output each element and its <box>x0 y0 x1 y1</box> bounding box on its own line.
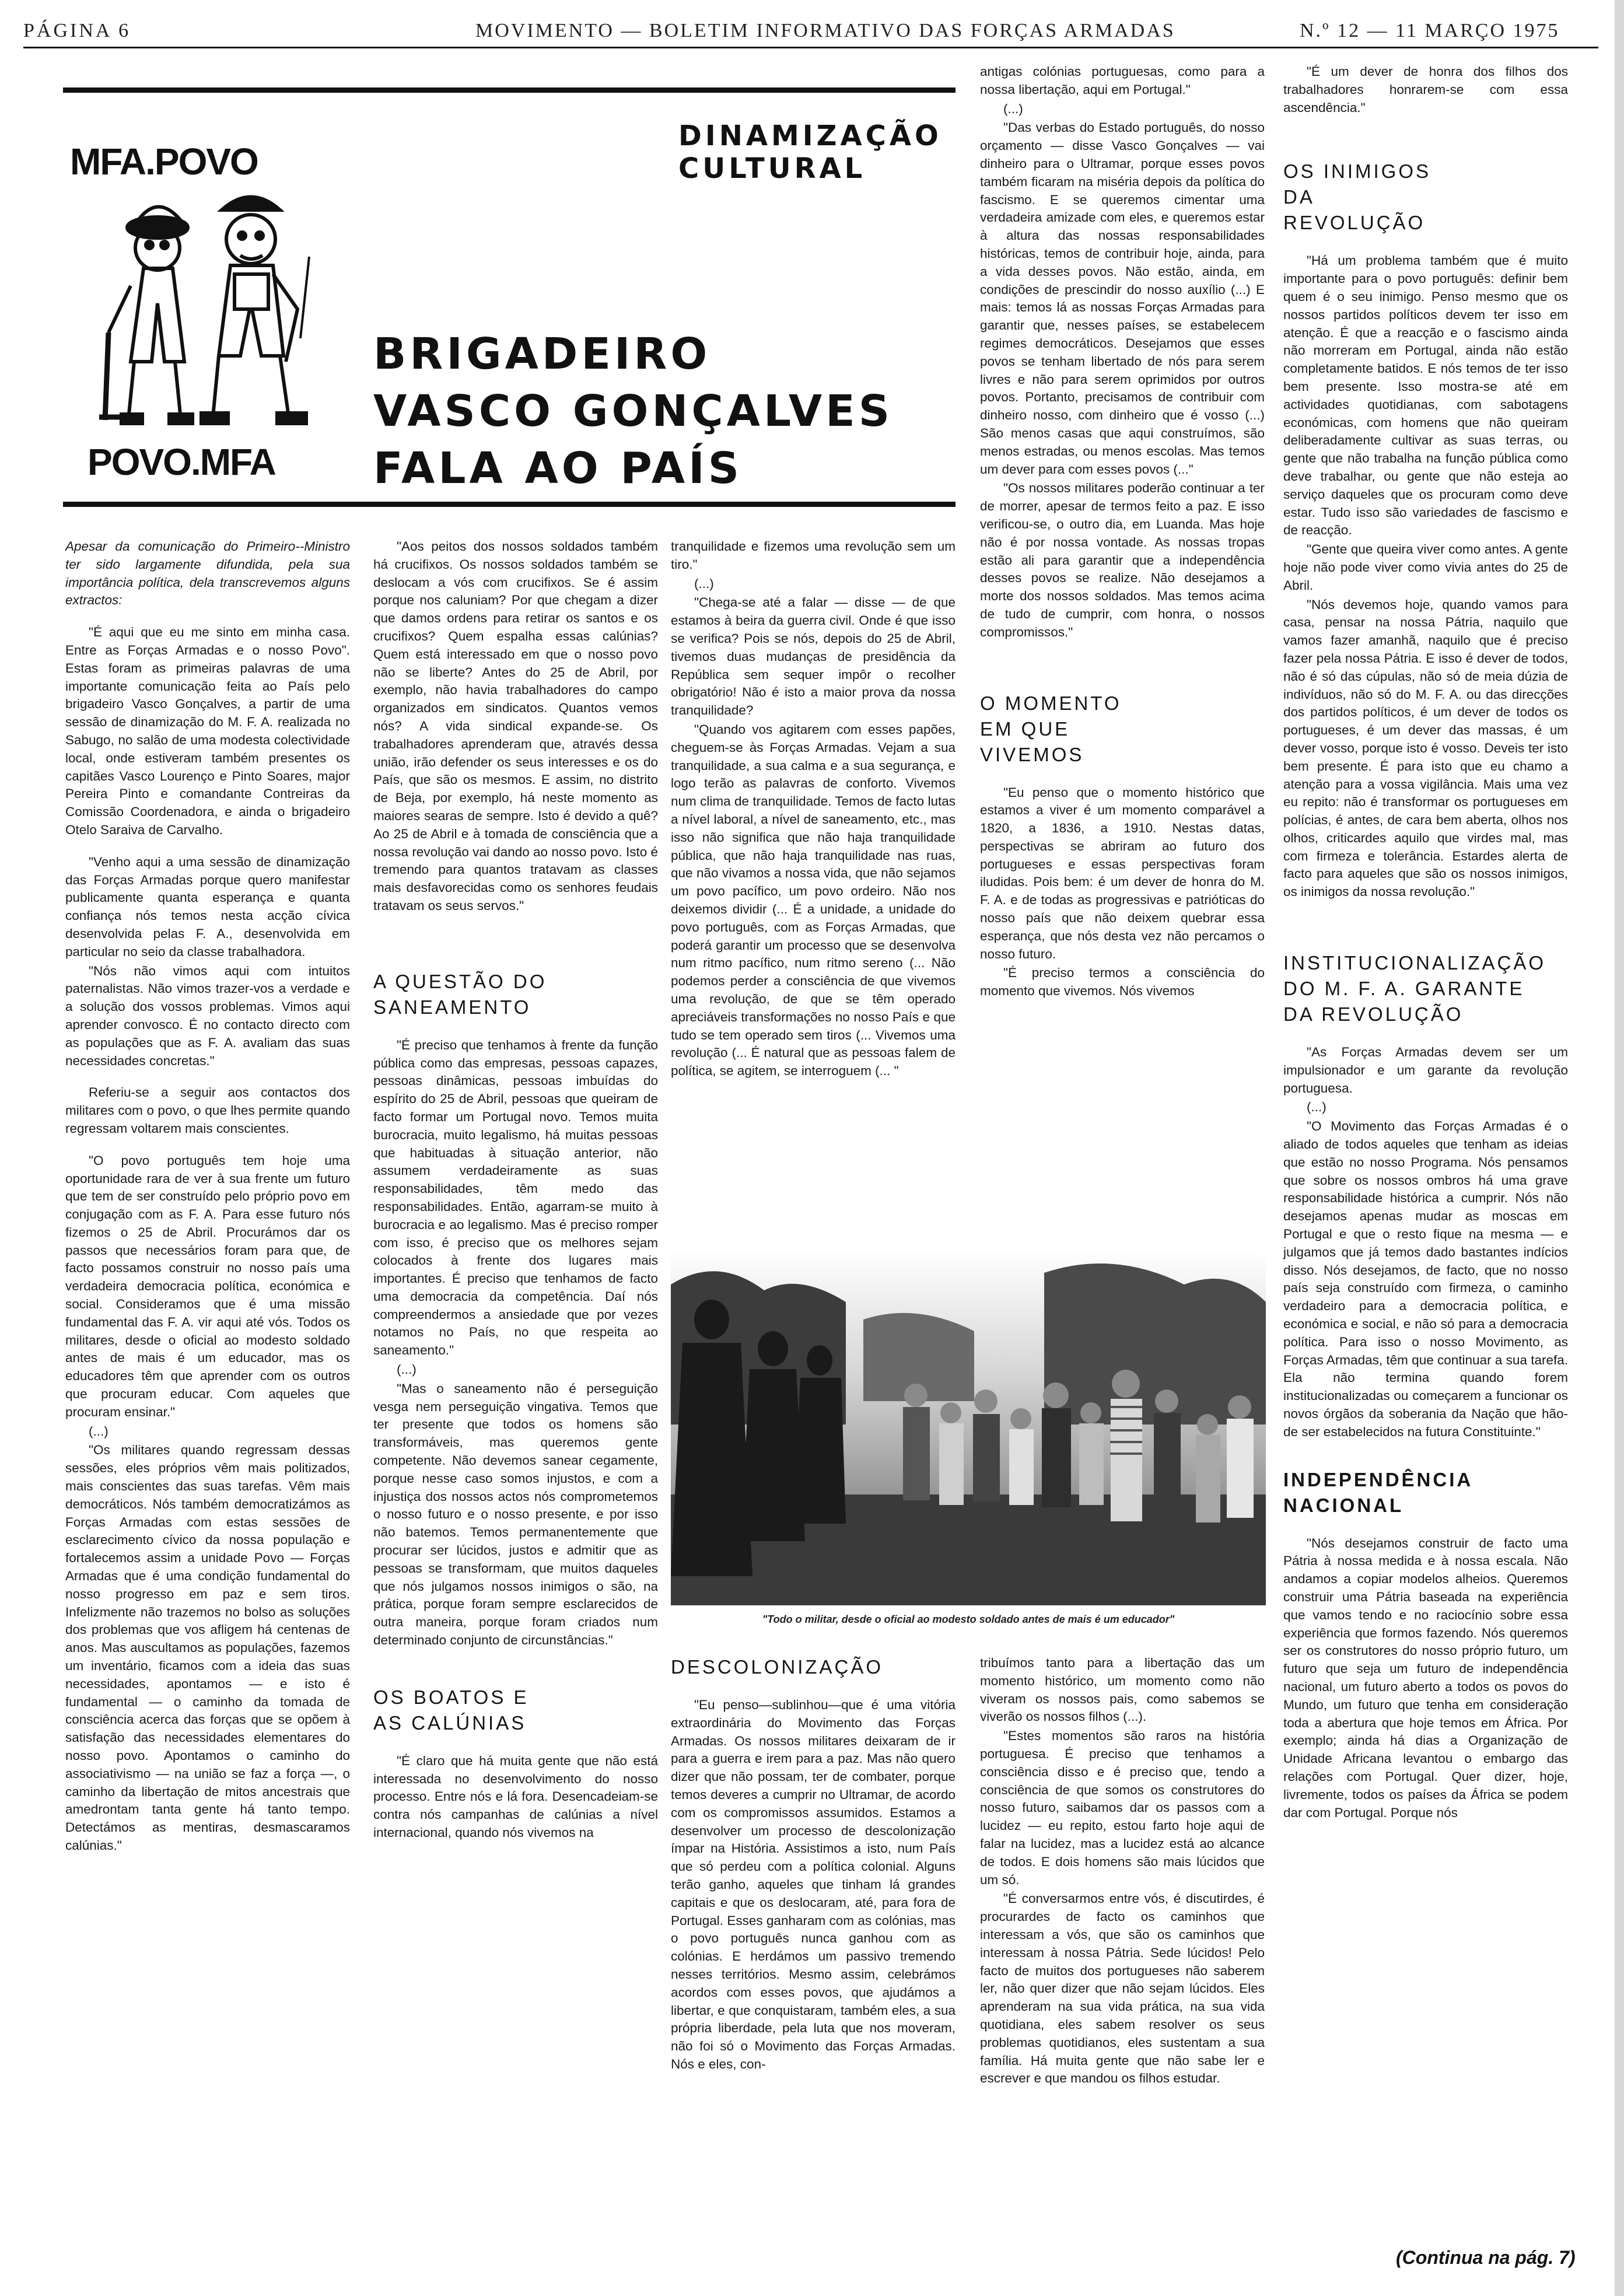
column-2 <box>373 538 658 1843</box>
column-3-upper <box>671 538 956 1082</box>
paragraph: (...) <box>694 576 714 591</box>
column-5 <box>1283 63 1568 1823</box>
paragraph: "É preciso que tenhamos à frente da função pública como das empresas, pessoas capazes, pessoas dinâmicas, pessoas imbuídas do espírito do 25 de Abril, pessoas que queiram de facto formar um Portugal novo. Temos muita burocracia, muito legalismo, há muitas pessoas que habituadas à situação anterior, não assumem verdadeiramente as suas responsabilidades, têm medo das responsabilidades. Então, agarram-se muito à burocracia e ao legalismo. Mas é preciso romper com isso, é preciso que os melhores sejam colocados à frente dos lugares mais importantes. É preciso que tenhamos de facto uma democracia da competência. Daí nós compreendermos a ansiedade que por vezes notamos no País, no que respeita ao saneamento." <box>373 1037 658 1358</box>
intro-paragraph: Apesar da comunicação do Primeiro--Ministro ter sido largamente difundida, pela sua importância política, dela transcrevemos alguns extractos: <box>65 539 350 608</box>
page-label: PÁGINA 6 <box>23 20 131 41</box>
paragraph: "É aqui que eu me sinto em minha casa. Entre as Forças Armadas e o nosso Povo". Estas foram as primeiras palavras de uma importante comunicação feita ao País pelo brigadeiro Vasco Gonçalves, a partir de uma sessão de dinamização do M. F. A. realizada no Sabugo, no salão de uma modesta colectividade local, onde estiveram também presentes os capitães Vasco Lourenço e Pinto Soares, major Pereira Pinto e comandante Contreiras da Comissão Coordenadora, e ainda o brigadeiro Otelo Saraiva de Carvalho. <box>65 625 350 837</box>
paragraph: antigas colónias portuguesas, como para a nossa libertação, aqui em Portugal." <box>980 64 1265 97</box>
paragraph: (...) <box>89 1423 108 1438</box>
section-heading-inimigos: OS INIMIGOS DA REVOLUÇÃO <box>1283 160 1432 234</box>
paragraph: "Nós desejamos construir de facto uma Pátria à nossa medida e à nossa escala. Não andamos a copiar modelos alheios. Queremos construir uma Pátria baseada na experiência que vamos tendo e no raciocínio sobre essa experiência que formos fazendo. Nós queremos ser os construtores do nosso próprio futuro, um futuro que seja um futuro de independência nacional, um futuro aberto a todos os povos do Mundo, um futuro que tenha em consideração toda a abertura que hoje temos em África. Por exemplo; ainda há dias a Organização de Unidade Africana levantou o embargo das relações com Portugal. Quer dizer, hoje, livremente, todos os países da África se podem dar com Portugal. Porque nós <box>1283 1535 1568 1820</box>
paragraph: (...) <box>1307 1100 1326 1115</box>
title-line-1: BRIGADEIRO <box>373 329 711 379</box>
paragraph: "O Movimento das Forças Armadas é o aliado de todos aqueles que tenham as ideias que estão no nosso Programa. Nós pensamos que sobre os nossos ombros há uma grave responsabilidade histórica a cumprir. Nós não desejamos apenas mudar as moscas em Portugal e que o resto fique na mesma — e julgamos que já temos dado bastantes indícios disso. Nós desejamos, de facto, que no nosso país seja construído com firmeza, o caminho verdadeiro para a democracia política, e económica e social, e não só para a democracia política. Para isso o nosso Movimento, as Forças Armadas, têm que continuar a sua tarefa. Ela não termina quando forem institucionalizadas ou começarem a funcionar os novos órgãos da soberania da Nação que hão-de ser estabelecidos na futura Constituinte." <box>1283 1119 1568 1439</box>
paragraph: (...) <box>397 1362 416 1377</box>
section-heading-descolonizacao: DESCOLONIZAÇÃO <box>671 1656 884 1678</box>
section-heading-institucionalizacao: INSTITUCIONALIZAÇÃO DO M. F. A. GARANTE DA REVOLUÇÃO <box>1283 952 1546 1026</box>
column-4-upper <box>980 63 1265 1002</box>
paragraph: "Há um problema também que é muito importante para o povo português: definir bem quem é o seu inimigo. Penso mesmo que os nossos partidos políticos devem ter isso em atenção. É que a reacção e o fascismo ainda não morreram em Portugal, ainda não estão completamente batidos. E nós temos de ter isso bem presente. Isso mostra-se até em actividades quotidianas, com sabotagens económicas, com homens que não queiram deliberadamente cultivar as suas terras, ou gente que não trabalha na função pública como deve trabalhar, ou gente que não esteja ao serviço daqueles que os procuram como deve estar. Tudo isso são variedades de fascismo e de reacção. <box>1283 253 1568 538</box>
paragraph: "Os nossos militares poderão continuar a ter de morrer, apesar de termos feito a paz. E isso verificou-se, o outro dia, em Luanda. Mas hoje não é por nossa vontade. As nossas tropas estão ali para garantir que a independência desses povos se realize. Não desejamos a morte dos nossos soldados. Mas temos acima de tudo de cumprir, com honra, o nossos compromissos." <box>980 481 1265 639</box>
column-4-lower <box>980 1654 1265 2089</box>
section-heading-saneamento: A QUESTÃO DO SANEAMENTO <box>373 970 547 1018</box>
section-heading-momento: O MOMENTO EM QUE VIVEMOS <box>980 692 1122 765</box>
logo-bottom-text: POVO.MFA <box>88 441 275 483</box>
paragraph: tribuímos tanto para a libertação das um momento histórico, um momento como não viveram os nossos pais, como sabemos se viverão os nossos filhos (...). <box>980 1656 1265 1724</box>
paragraph: "Venho aqui a uma sessão de dinamização das Forças Armadas porque quero manifestar publicamente quanta esperança e quanta confiança nós temos nesta acção cívica desenvolvida pelas F. A., desenvolvida em particular no seio da classe trabalhadora. <box>65 854 350 959</box>
paragraph: "O povo português tem hoje uma oportunidade rara de ver à sua frente um futuro que tem de ser construído pelo próprio povo em conjugação com as F. A. Para esse futuro nós fizemos o 25 de Abril. Procurámos dar os passos que necessários foram para que, de facto possamos construir no nosso país uma verdadeira democracia política, económica e social. Consideramos que é uma missão fundamental das F. A. vir aqui até vós. Todos os militares, desde o oficial ao modesto soldado antes de mais é um educador, mas os educadores têm que aprender com os outros que procuram educar. Com aqueles que procuram ensinar." <box>65 1153 350 1419</box>
paragraph: tranquilidade e fizemos uma revolução sem um tiro." <box>671 539 956 572</box>
photo-caption: "Todo o militar, desde o oficial ao modesto soldado antes de mais é um educador" <box>762 1614 1175 1625</box>
title-line-3: FALA AO PAÍS <box>373 443 743 494</box>
article-title <box>373 326 893 497</box>
paragraph: "Das verbas do Estado português, do nosso orçamento — disse Vasco Gonçalves — vai dinheiro para o Ultramar, porque esses povos também ficaram na miséria depois da política do fascismo. E se queremos cimentar uma verdadeira amizade com eles, e queremos estar à altura das nossas responsabilidades históricas, temos de contribuir hoje, ainda, para a vida desses povos. Não estão, ainda, em condições de prescindir do nosso auxílio (...) E mais: temos lá as nossas Forças Armadas para garantir que, nesses países, se estabelecem regimes democráticos. Desejamos que esses povos se tenham libertado de nós para serem livres e não para serem oprimidos por outros povos. Portanto, precisamos de contribuir com dinheiro nosso, com dinheiro que é vosso (...) São menos casas que aqui construímos, são menos estradas, ou menos escolas. Mas temos um dever para com esses povos (..." <box>980 120 1265 477</box>
paragraph: (...) <box>1003 101 1023 116</box>
paragraph: "Gente que queira viver como antes. A gente hoje não pode viver como vivia antes do 25 de Abril. <box>1283 542 1568 593</box>
paragraph: "Aos peitos dos nossos soldados também há crucifixos. Os nossos soldados também se deslocam a vós com crucifixos. Se é assim porque nos caluniam? Por que chegam a dizer que damos ordens para retirar os santos e os crucifixos? Quem espalha essas calúnias? Quem está interessado em que o nosso povo não se liberte? Antes do 25 de Abril, por exemplo, não havia trabalhadores do campo organizados em sindicatos. Quantos vemos nós? A vida sindical expande-se. Os trabalhadores aprenderam que, através dessa união, irão defender os seus interesses e os do País, que são os mesmos. E assim, no distrito de Beja, por exemplo, há neste momento as maiores searas de sempre. Isto é devido a quê? Ao 25 de Abril e à tomada de consciência que a nossa revolução vai dando ao nosso povo. Isto é tremendo para quantos tratavam as classes mais desfavorecidas como os senhores feudais tratavam os seus servos." <box>373 539 658 913</box>
kicker-line-1: DINAMIZAÇÃO <box>678 120 942 152</box>
section-heading-independencia: INDEPENDÊNCIA NACIONAL <box>1283 1468 1472 1516</box>
paragraph: "Nós devemos hoje, quando vamos para casa, pensar na nossa Pátria, naquilo que vamos fazer amanhã, naquilo que é preciso fazer pela nossa Pátria. E isso é dever de todos, não é só das cúpulas, não só de meia dúzia de indivíduos, não só do M. F. A. ou das direcções dos partidos políticos, é um dever de todos os portugueses, é um dever das massas, é um dever vosso, porque isto é vosso. Deveis ter isto bem presente. É para isto que eu chamo a atenção para a vossa vigilância. Mais uma vez eu repito: não é transformar os portugueses em polícias, é antes, de cara bem aberta, olhos nos olhos, criticardes aquilo que virdes mal, mas com firmeza e tolerância. Estardes alerta de facto para aqueles que são os nossos inimigos, os inimigos da nossa revolução." <box>1283 597 1568 900</box>
kicker-line-2: CULTURAL <box>678 152 866 185</box>
paragraph: "Os militares quando regressam dessas sessões, eles próprios vêm mais politizados, mais conscientes das suas tarefas. Vêm mais democráticos. Nós também democratizámos as Forças Armadas com estas sessões de esclarecimento cívico da nossa população e fortalecemos assim a unidade Povo — Forças Armadas que é uma condição fundamental do nosso progresso em paz e sem tiros. Infelizmente não trazemos no bolso as soluções dos problemas que vos afligem há centenas de anos. Mas auscultamos as populações, fazemos um inventário, ficamos com a ideia das suas necessidades, apontamos — e isto é fundamental — o caminho da tomada de consciência acerca das forças que se opõem à satisfação das necessidades elementares do nosso povo. Apontamos o caminho do associativismo — na união se faz a força —, o caminho da libertação de mitos ancestrais que amedrontam tanta gente há tanto tempo. Detectámos as mentiras, desmascaramos calúnias." <box>65 1443 350 1853</box>
paragraph: "Eu penso que o momento histórico que estamos a viver é um momento comparável a 1820, a 1836, a 1910. Nestas datas, perspectivas se abriram ao futuro dos portugueses e essas perspectivas foram iludidas. Pois bem: é um dever de honra do M. F. A. e de todas as progressivas e patrióticas do nosso país que não deixem quebrar essa esperança, que nós desta vez não percamos o nosso futuro. <box>980 785 1265 961</box>
paragraph: "É claro que há muita gente que não está interessada no desenvolvimento do nosso processo. Entre nós e lá fora. Desencadeiam-se contra nós campanhas de calúnias a nível internacional, quando nós vivemos na <box>373 1753 658 1840</box>
logo-top-text: MFA.POVO <box>70 141 258 183</box>
issue-label: N.º 12 — 11 MARÇO 1975 <box>1300 20 1560 41</box>
paragraph: "É um dever de honra dos filhos dos trabalhadores honrarem-se com essa ascendência." <box>1283 64 1568 115</box>
banner-top-rule <box>63 88 956 93</box>
header-rule <box>23 47 1598 48</box>
continued-on-page-7: (Continua na pág. 7) <box>1396 2247 1576 2268</box>
section-heading-boatos: OS BOATOS E AS CALÚNIAS <box>373 1686 529 1734</box>
paragraph: "É conversarmos entre vós, é discutirdes, é procurardes de facto os caminhos que interessam a vós, que são os caminhos que interessam à nossa Pátria. Sede lúcidos! Pelo facto de muitos dos portugueses não saberem ler, não quer dizer que não sejam lúcidos. Eles aprenderam na sua vida prática, na sua vida quotidiana, eles sabem resolver os seus problemas quotidianos, eles sustentam a sua família. Há muita gente que não sabe ler e escrever e que mandou os filhos estudar. <box>980 1891 1265 2086</box>
paragraph: "Mas o saneamento não é perseguição vesga nem perseguição vingativa. Temos que ter presente que todos os homens são transformáveis, mas queremos gente competente. Não devemos sanear cegamente, porque nesse caso somos injustos, e com a injustiça dos nossos actos nós comprometemos o nosso futuro e o nosso presente, e por isso não batemos. Temos permanentemente que procurar ser lúcidos, justos e admitir que as pessoas se transformam, que muitos daqueles que nós julgamos nossos inimigos o são, na prática, porque foram sempre esclarecidos de outra maneira, porque foram criados num determinado conjunto de circunstâncias." <box>373 1381 658 1648</box>
paragraph: Referiu-se a seguir aos contactos dos militares com o povo, o que lhes permite quando regressam voltarem mais conscientes. <box>65 1085 350 1136</box>
logo-figures-illustration <box>88 187 327 432</box>
paragraph: "Eu penso—sublinhou—que é uma vitória extraordinária do Movimento das Forças Armadas. Os nossos militares deixaram de ir para a guerra e irem para a paz. Mas não quero dizer que não possam, ter de combater, porque temos deveres a cumprir no Ultramar, de acordo com os compromissos assumidos. Estamos a desenvolver um processo de descolonização ímpar na História. Assistimos a isto, num País que só perdeu com a política colonial. Alguns terão ganho, aqueles que tinham lá grandes capitais e que os deslocaram, até, para fora de Portugal. Esses ganharam com as colónias, mas o povo português nunca ganhou com as colónias. E herdámos um passivo tremendo nesses territórios. Mesmo assim, celebrámos acordos com esses povos, que ajudámos a libertar, e que conquistaram, também eles, a sua própria liberdade, pela luta que nos moveram, não foi só o Movimento das Forças Armadas. Nós e eles, con- <box>671 1698 956 2071</box>
page-edge <box>1615 0 1624 2296</box>
paragraph: "As Forças Armadas devem ser um impulsionador e um garante da revolução portuguesa. <box>1283 1045 1568 1096</box>
paragraph: "Quando vos agitarem com esses papões, cheguem-se às Forças Armadas. Vejam a sua tranquilidade, a sua calma e a sua segurança, e logo terão as palavras de conforto. Vivemos num clima de tranquilidade. Temos de facto lutas a nível laboral, a nível de saneamento, etc., mas isso não significa que não haja tranquilidade pública, que não haja tranquilidade nas ruas, que não vivamos a nossa vida, que não sejamos um povo pacífico, um povo ordeiro. Não nos deixemos dividir (... É a unidade, a unidade do povo português, com as Forças Armadas, que poderá garantir um processo que se desenvolva num ritmo pacífico, num ritmo sereno (... Não podemos perder a consciência de que vivemos uma revolução, de que se têm operado apreciáveis transformações no nosso País e que tudo se tem operado sem tiros (... Vivemos uma revolução (... É natural que as pessoas falem de política, se agitem, se interroguem (... " <box>671 722 956 1079</box>
paragraph: "É preciso termos a consciência do momento que vivemos. Nós vivemos <box>980 965 1265 999</box>
masthead: MOVIMENTO — BOLETIM INFORMATIVO DAS FORÇAS ARMADAS <box>475 20 1175 41</box>
column-3-lower <box>671 1654 956 2075</box>
paragraph: "Nós não vimos aqui com intuitos paternalistas. Não vimos trazer-vos a verdade e a solução dos vossos problemas. Vimos aqui aprender convosco. É no contacto directo com as populações que as F. A. avaliam das suas necessidades concretas." <box>65 963 350 1068</box>
title-line-2: VASCO GONÇALVES <box>373 386 894 436</box>
photo-soldiers-with-children <box>671 1250 1266 1605</box>
banner-bottom-rule <box>63 502 956 507</box>
paragraph: "Estes momentos são raros na história portuguesa. É preciso que tenhamos a consciência disso e é preciso que, tendo a consciência de que somos os construtores do nosso futuro, saibamos dar os passos com a lucidez — eu repito, estou farto hoje aqui de falar na lucidez, mas a lucidez está ao alcance de todos. E dois homens são mais lúcidos que um só. <box>980 1728 1265 1887</box>
paragraph: "Chega-se até a falar — disse — de que estamos à beira da guerra civil. Onde é que isso se verifica? Pois se nós, depois do 25 de Abril, tivemos duas mudanças de presidência da República sem sequer impôr o recolher obrigatório! Não é isto a maior prova da nossa tranquilidade? <box>671 595 956 718</box>
section-kicker <box>678 120 942 185</box>
column-1 <box>65 538 350 1856</box>
